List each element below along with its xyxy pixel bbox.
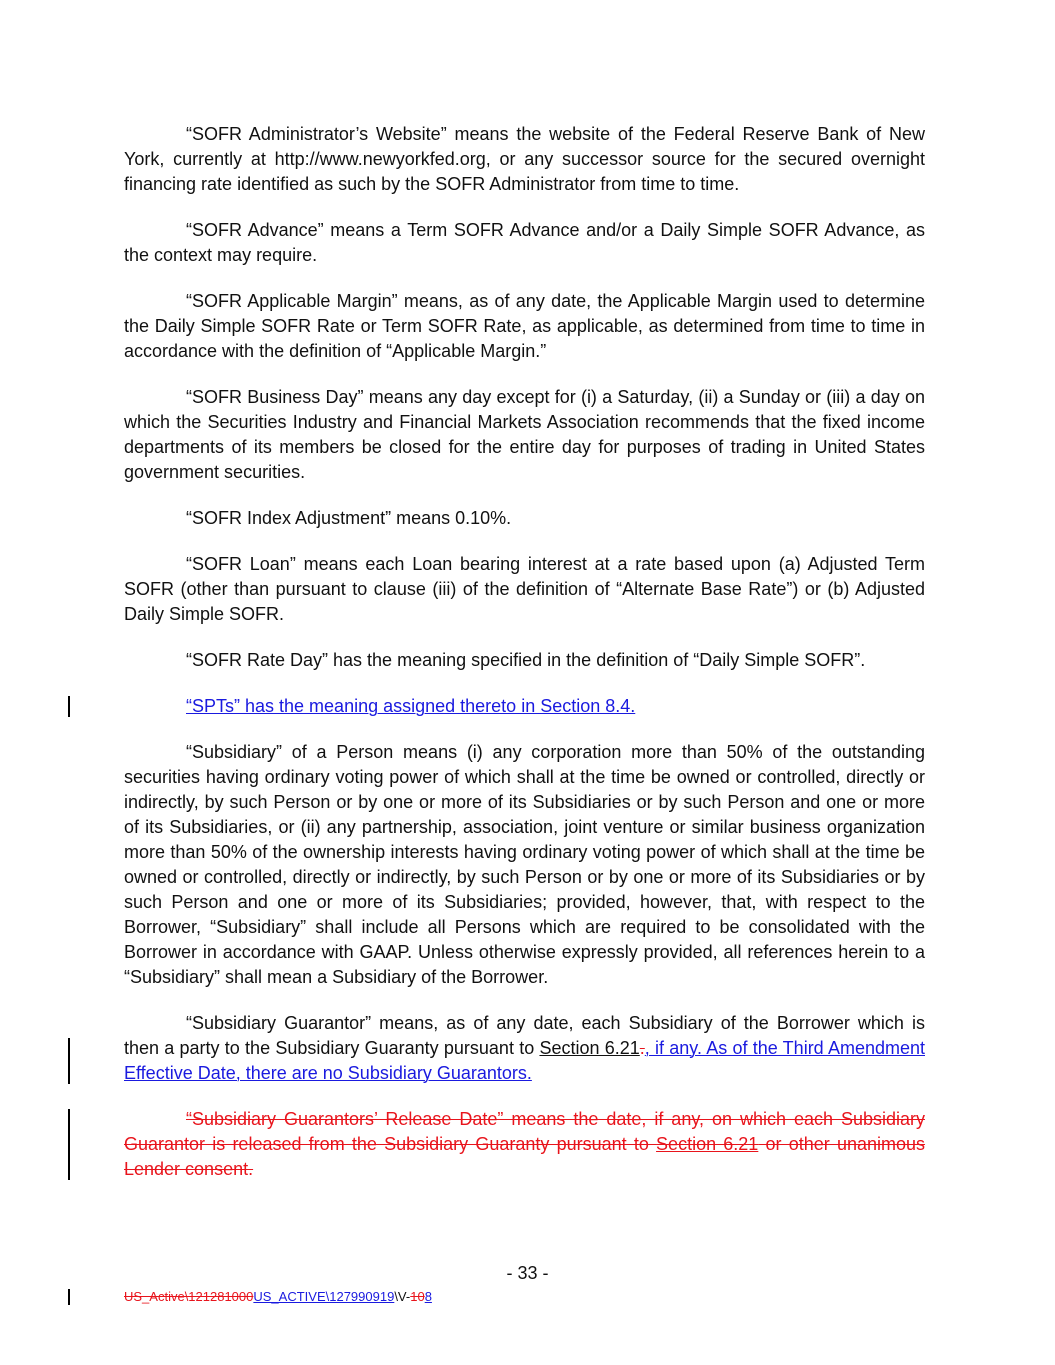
definition-sofr-advance: “SOFR Advance” means a Term SOFR Advance and/or a Daily Simple SOFR Advance, as the context may require.	[124, 220, 925, 265]
definition-sofr-loan: “SOFR Loan” means each Loan bearing interest at a rate based upon (a) Adjusted Term SOFR (other than pursuant to clause (iii) of the definition of “Alternate Base Rate”) or (b) Adjusted Daily Simple SOFR.	[124, 554, 925, 624]
version-prefix: \V-	[394, 1289, 411, 1304]
definition-sofr-index-adjustment: “SOFR Index Adjustment” means 0.10%.	[186, 508, 512, 528]
definition-subsidiary: “Subsidiary” of a Person means (i) any corporation more than 50% of the outstanding securities having ordinary voting power of which shall at the time be owned or controlled, directly or indirectly, by such Person or by one or more of its Subsidiaries or by such Person and one or more of its Subsidiaries, or (ii) any partnership, association, joint venture or similar business organization more than 50% of the ownership interests having ordinary voting power of which shall at the time be owned or controlled, directly or indirectly, by such Person or by one or more of its Subsidiaries or by such Person and one or more of its Subsidiaries; provided, however, that, with respect to the Borrower, “Subsidiary” shall include all Persons which are required to be consolidated with the Borrower in accordance with GAAP. Unless otherwise expressly provided, all references herein to a “Subsidiary” shall mean a Subsidiary of the Borrower.	[124, 742, 925, 987]
deleted-text: .	[639, 1038, 645, 1058]
section-reference: Section 6.21	[539, 1038, 640, 1058]
deleted-text: “Subsidiary Guarantors’ Release Date” means the date, if any, on which each Subsidiary Guarantor is released from the Subsidiary Guaranty pursuant to	[124, 1109, 925, 1154]
definition-subsidiary-guarantor	[124, 1011, 925, 1086]
inserted-version: 8	[424, 1289, 432, 1304]
inserted-text: “SPTs” has the meaning assigned thereto in Section 8.4.	[186, 696, 636, 716]
definition-sofr-rate-day: “SOFR Rate Day” has the meaning specified in the definition of “Daily Simple SOFR”.	[186, 650, 866, 670]
deleted-text: or other unanimous Lender consent.	[124, 1134, 926, 1179]
page-number: - 33 -	[506, 1263, 549, 1283]
definition-sofr-applicable-margin: “SOFR Applicable Margin” means, as of any date, the Applicable Margin used to determine the Daily Simple SOFR Rate or Term SOFR Rate, as applicable, as determined from time to time in accordance with the definition of “Applicable Margin.”	[124, 291, 925, 361]
definition-subsidiary-guarantors-release-date-deleted	[124, 1107, 925, 1182]
definition-sofr-business-day: “SOFR Business Day” means any day except for (i) a Saturday, (ii) a Sunday or (iii) a day on which the Securities Industry and Financial Markets Association recommends that the fixed income departments of its members be closed for the entire day for purposes of trading in United States government securities.	[124, 387, 925, 482]
definition-spts-inserted	[124, 694, 925, 719]
deleted-version: 10	[410, 1289, 425, 1304]
inserted-text: , if any. As of the Third Amendment Effective Date, there are no Subsidiary Guarantors.	[124, 1038, 925, 1083]
definition-sofr-administrators-website: “SOFR Administrator’s Website” means the website of the Federal Reserve Bank of New York, currently at http://www.newyorkfed.org, or any successor source for the secured overnight financing rate identified as such by the SOFR Administrator from time to time.	[124, 124, 925, 194]
change-bar	[68, 1038, 70, 1084]
document-body	[124, 122, 925, 1203]
inserted-doc-id: US_ACTIVE\127990919	[253, 1289, 395, 1304]
document-footer-id	[124, 1289, 432, 1304]
change-bar	[68, 696, 70, 717]
deleted-doc-id: US_Active\121281000	[124, 1289, 254, 1304]
change-bar	[68, 1289, 70, 1305]
change-bar	[68, 1109, 70, 1180]
text: “Subsidiary Guarantor” means, as of any date, each Subsidiary of the Borrower which is then a party to the Subsidiary Guaranty pursuant to	[124, 1013, 925, 1058]
deleted-section-reference: Section 6.21	[656, 1134, 759, 1154]
